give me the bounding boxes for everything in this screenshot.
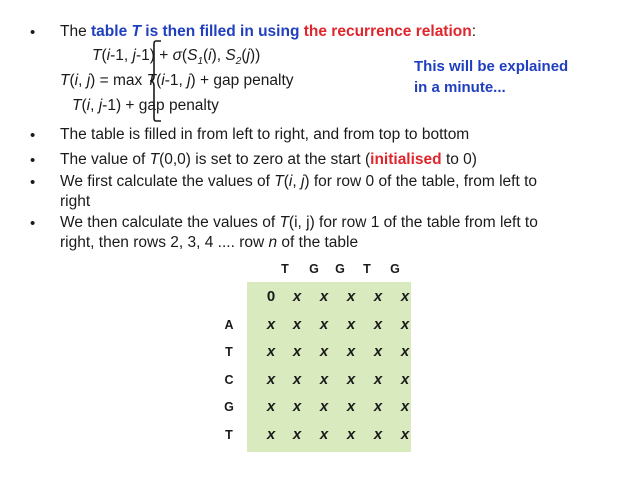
left-brace-icon xyxy=(149,40,163,122)
note-line-1: This will be explained xyxy=(414,58,569,75)
recurrence-row-1: T(i-1, $j-1) + \sigma(S_1(i)$, $S_2(j)$) xyxy=(92,47,261,68)
recurrence-row-3: T(i, j-1) + gap penalty xyxy=(72,97,219,114)
column-header: T xyxy=(281,262,289,276)
column-header: G xyxy=(390,262,400,276)
row-header: C xyxy=(224,373,234,387)
row-header: T xyxy=(225,428,233,442)
colon: : xyxy=(471,23,477,40)
row-header: G xyxy=(224,400,234,414)
table-cell: x xyxy=(400,426,410,443)
table-cell: x xyxy=(319,316,329,333)
table-cell: x xyxy=(346,426,356,443)
filled-text: is then filled in using xyxy=(140,23,304,40)
bullet-icon: • xyxy=(30,127,36,144)
table-cell: x xyxy=(373,343,383,360)
bullet-line-4: We first calculate the values of T(i, j) for row 0 of the table, from left to xyxy=(60,173,538,190)
table-cell: x xyxy=(346,343,356,360)
table-cell: x xyxy=(292,371,302,388)
column-header: G xyxy=(335,262,345,276)
table-cell: x xyxy=(373,288,383,305)
table-cell: 0 xyxy=(266,288,276,305)
table-cell: x xyxy=(373,316,383,333)
explanation-note xyxy=(414,56,568,98)
bullet-icon: • xyxy=(30,174,36,191)
bullet-line-5: We then calculate the values of T(i, j) for row 1 of the table from left to xyxy=(60,214,538,231)
row-header: T xyxy=(225,345,233,359)
table-symbol: T xyxy=(131,23,141,40)
table-cell: x xyxy=(400,288,410,305)
recurrence-row-2: T(i, j) = max T(i-1, j) + gap penalty xyxy=(60,72,294,89)
table-cell: x xyxy=(346,316,356,333)
table-cell: x xyxy=(319,426,329,443)
table-cell: x xyxy=(266,371,276,388)
row-header: A xyxy=(224,318,234,332)
table-cell: x xyxy=(266,426,276,443)
table-cell: x xyxy=(346,288,356,305)
table-cell: x xyxy=(373,398,383,415)
note-line-2: in a minute... xyxy=(414,79,506,96)
table-cell: x xyxy=(346,371,356,388)
bullet-line-5-cont: right, then rows 2, 3, 4 .... row n of the table xyxy=(60,234,359,251)
table-cell: x xyxy=(266,343,276,360)
bullet-icon: • xyxy=(30,24,36,41)
bullet-icon: • xyxy=(30,152,36,169)
bullet-line-2: The table is filled in from left to right, and from top to bottom xyxy=(60,126,470,143)
text: The xyxy=(60,23,92,40)
table-cell: x xyxy=(292,316,302,333)
table-cell: x xyxy=(319,371,329,388)
bullet-line-4-cont: right xyxy=(60,193,91,210)
table-cell: x xyxy=(319,398,329,415)
table-word: table xyxy=(91,23,132,40)
table-cell: x xyxy=(319,343,329,360)
recurrence-highlight: the recurrence relation xyxy=(303,23,472,40)
bullet-icon: • xyxy=(30,215,36,232)
dp-table xyxy=(247,282,411,452)
table-cell: x xyxy=(319,288,329,305)
table-cell: x xyxy=(292,426,302,443)
table-cell: x xyxy=(400,316,410,333)
table-cell: x xyxy=(292,343,302,360)
table-cell: x xyxy=(292,398,302,415)
table-cell: x xyxy=(400,343,410,360)
table-cell: x xyxy=(266,316,276,333)
table-cell: x xyxy=(400,398,410,415)
table-cell: x xyxy=(373,426,383,443)
bullet-line-1 xyxy=(60,22,476,42)
table-cell: x xyxy=(400,371,410,388)
initialised-highlight: initialised xyxy=(370,151,442,168)
table-cell: x xyxy=(266,398,276,415)
table-cell: x xyxy=(373,371,383,388)
table-cell: x xyxy=(346,398,356,415)
bullet-line-3: The value of T(0,0) is set to zero at the start (initialised to 0) xyxy=(60,151,477,168)
table-cell: x xyxy=(292,288,302,305)
column-header: T xyxy=(363,262,371,276)
column-header: G xyxy=(309,262,319,276)
